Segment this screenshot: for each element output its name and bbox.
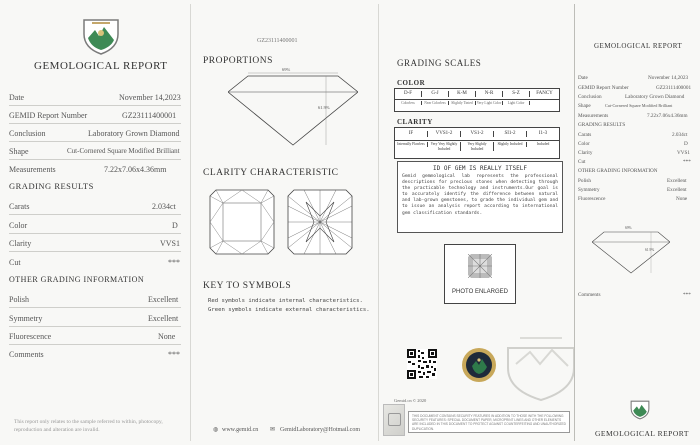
diamond-photo xyxy=(468,254,492,278)
stub-label-color: Color xyxy=(578,141,590,147)
website-link[interactable]: www.gemid.cn xyxy=(222,427,259,433)
stub-shield-logo xyxy=(628,398,652,420)
left-report-title: GEMOLOGICAL REPORT xyxy=(34,60,168,72)
stub-other-heading: OTHER GRADING INFORMATION xyxy=(578,168,658,174)
proportions-diagram xyxy=(228,70,358,150)
about-title: ID OF GEM IS REALLY ITSELF xyxy=(433,165,527,172)
clarity-desc-cell: Included xyxy=(536,142,550,146)
value-carats: 2.034ct xyxy=(152,202,176,211)
label-fluorescence: Fluorescence xyxy=(9,332,52,341)
stub-title: GEMOLOGICAL REPORT xyxy=(594,42,683,50)
label-shape: Shape xyxy=(9,147,29,156)
security-features-box xyxy=(408,411,570,433)
clarity-grade-cell: I1-3 xyxy=(538,131,548,136)
stub-table-percent: 69% xyxy=(625,226,632,230)
stub-label-comments: Comments xyxy=(578,292,601,298)
color-desc-cell: Very Light Color xyxy=(476,101,502,105)
qr-code-icon xyxy=(407,349,437,379)
about-gemid-box xyxy=(397,161,563,233)
value-measurements: 7.22x7.06x4.36mm xyxy=(104,165,167,174)
value-conclusion: Laboratory Grown Diamond xyxy=(88,129,180,138)
stub-label-carats: Carats xyxy=(578,132,592,138)
clarity-scale-heading: CLARITY xyxy=(397,118,433,126)
color-grade-cell: FANCY xyxy=(536,91,553,96)
color-grade-cell: D-F xyxy=(395,91,422,97)
color-scale-table xyxy=(394,88,560,112)
label-measurements: Measurements xyxy=(9,165,56,174)
security-text: THIS DOCUMENT CONTAINS SECURITY FEATURES IN ADDITION TO THOSE WITH THE FOLLOWING SECURITY FEATURES: SPECIAL DOCUMENT PAPER, MICROPRINT LINES AND OTHER ELEMENTS ARE INCLUDED IN THIS DOCUMENT TO PROTECT AGAINST COUNTERFEITING AND UNAUTHORIZED DUPLICATION. xyxy=(412,414,566,431)
color-scale-heading: COLOR xyxy=(397,79,426,87)
about-text: Gemid gemmological lab represents the professional descriptions for precious stones when detecting through the practicable technology and instruments.Our goal is to accurately identify the difference between natural and lab-grown gemstones, to grade the individual gem and to issue an analysis report according to international gem classification standards. xyxy=(402,174,558,216)
clarity-grade-cell: VVS1-2 xyxy=(428,131,461,137)
stub-label-measurements: Measurements xyxy=(578,113,609,119)
clarity-desc-cell: Very Very Slightly Included xyxy=(428,142,461,151)
stub-value-cut: *** xyxy=(683,159,691,165)
label-report-number: GEMID Report Number xyxy=(9,111,88,120)
value-shape: Cut-Cornered Square Modified Brilliant xyxy=(67,147,180,155)
label-carats: Carats xyxy=(9,202,30,211)
stub-label-fluorescence: Fluorescence xyxy=(578,196,606,202)
stub-label-cut: Cut xyxy=(578,159,586,165)
stub-value-clarity: VVS1 xyxy=(677,150,690,156)
label-cut: Cut xyxy=(9,258,21,267)
stub-value-carats: 2.034ct xyxy=(672,132,688,138)
color-grade-cell: S-Z xyxy=(503,91,530,97)
stub-value-fluorescence: None xyxy=(676,196,688,202)
stub-value-measurements: 7.22x7.06x4.36mm xyxy=(647,113,688,119)
grading-results-heading: GRADING RESULTS xyxy=(9,181,94,191)
value-color: D xyxy=(172,221,178,230)
stub-depth-percent: 61.9% xyxy=(645,248,655,252)
grading-scales-heading: GRADING SCALES xyxy=(397,58,482,68)
gemid-seal-logo xyxy=(460,346,498,384)
stub-value-color: D xyxy=(684,141,688,147)
stub-label-date: Date xyxy=(578,75,588,81)
depth-percent: 61.9% xyxy=(318,105,330,110)
email-icon: ✉ xyxy=(270,427,276,433)
clarity-plot-pavilion xyxy=(286,188,354,256)
stub-label-polish: Polish xyxy=(578,178,591,184)
value-report-number: GZ23111400001 xyxy=(122,111,177,120)
stub-label-shape: Shape xyxy=(578,103,591,109)
stub-value-report-number: GZ23111400001 xyxy=(656,85,692,91)
stub-grading-heading: GRADING RESULTS xyxy=(578,122,626,128)
stub-label-clarity: Clarity xyxy=(578,150,593,156)
clarity-grade-cell: SI1-2 xyxy=(494,131,527,137)
value-fluorescence: None xyxy=(158,332,176,341)
clarity-desc-cell: Internally Flawless xyxy=(395,142,428,147)
key-red-text: Red symbols indicate internal characteristics. xyxy=(208,298,363,304)
clarity-plot-crown xyxy=(208,188,276,256)
label-color: Color xyxy=(9,221,28,230)
value-cut: *** xyxy=(168,258,180,267)
clarity-desc-cell: Slightly Included xyxy=(494,142,527,147)
stub-value-shape: Cut-Cornered Square Modified Brilliant xyxy=(605,103,673,108)
value-symmetry: Excellent xyxy=(148,314,179,323)
color-grade-cell: N-R xyxy=(476,91,503,97)
security-hologram xyxy=(383,404,405,436)
clarity-characteristic-heading: CLARITY CHARACTERISTIC xyxy=(203,168,339,178)
color-desc-cell: Colorless xyxy=(395,101,422,105)
stub-value-polish: Excellent xyxy=(667,178,687,184)
stub-value-conclusion: Laboratory Grown Diamond xyxy=(625,94,685,100)
clarity-desc-cell: Very Slightly Included xyxy=(461,142,494,151)
stub-label-report-number: GEMID Report Number xyxy=(578,85,629,91)
gemid-watermark xyxy=(500,334,582,402)
middle-report-number: GZ23111400001 xyxy=(257,38,298,44)
label-polish: Polish xyxy=(9,295,30,304)
key-green-text: Green symbols indicate external characteristics. xyxy=(208,307,370,313)
label-clarity: Clarity xyxy=(9,239,32,248)
stub-label-symmetry: Symmetry xyxy=(578,187,600,193)
stub-label-conclusion: Conclusion xyxy=(578,94,602,100)
label-symmetry: Symmetry xyxy=(9,314,43,323)
color-grade-cell: G-J xyxy=(422,91,449,97)
color-grade-cell: K-M xyxy=(449,91,476,97)
color-desc-cell: Slightly Tinted xyxy=(449,101,476,105)
proportions-heading: PROPORTIONS xyxy=(203,56,273,66)
globe-icon: ◍ xyxy=(213,427,219,433)
value-polish: Excellent xyxy=(148,295,179,304)
email-link[interactable]: GemidLaboratory@Hotmail.com xyxy=(280,427,361,433)
copyright-text: Gemid.cn © 2020 xyxy=(394,398,427,403)
clarity-scale-table xyxy=(394,127,560,159)
value-comments: *** xyxy=(168,350,180,359)
color-desc-cell: Light Color xyxy=(503,101,530,105)
photo-frame xyxy=(444,244,516,304)
disclaimer-text: This report only relates to the sample referred to within, photocopy, reproduction and alteration are invalid. xyxy=(14,419,163,433)
value-date: November 14,2023 xyxy=(119,93,181,102)
stub-value-date: November 14,2023 xyxy=(648,75,689,81)
stub-value-symmetry: Excellent xyxy=(667,187,687,193)
label-comments: Comments xyxy=(9,350,44,359)
stub-footer-title: GEMOLOGICAL REPORT xyxy=(595,429,689,438)
key-to-symbols-heading: KEY TO SYMBOLS xyxy=(203,281,292,291)
photo-label: PHOTO ENLARGED xyxy=(452,289,508,295)
value-clarity: VVS1 xyxy=(160,239,181,248)
gemid-shield-logo xyxy=(78,14,124,56)
stub-value-comments: *** xyxy=(683,292,691,298)
clarity-grade-cell: VS1-2 xyxy=(461,131,494,137)
label-date: Date xyxy=(9,93,25,102)
other-grading-heading: OTHER GRADING INFORMATION xyxy=(9,275,145,284)
clarity-grade-cell: IF xyxy=(395,131,428,137)
label-conclusion: Conclusion xyxy=(9,129,46,138)
table-percent: 69% xyxy=(282,67,291,72)
color-desc-cell: Near Colorless xyxy=(422,101,449,105)
stub-proportions-diagram xyxy=(592,228,670,276)
